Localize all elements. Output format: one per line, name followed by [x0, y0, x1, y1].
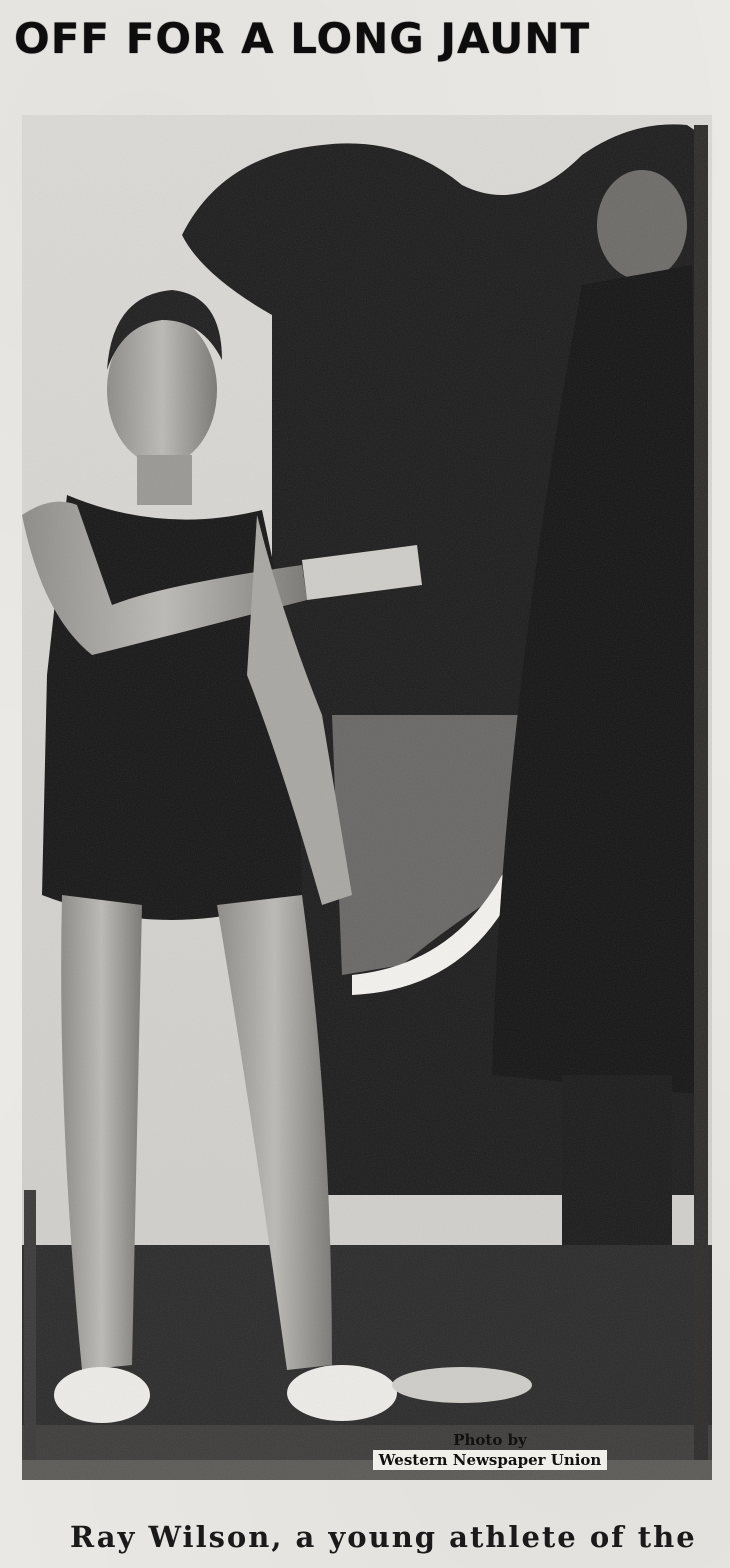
- photo-credit-line2: Western Newspaper Union: [373, 1450, 608, 1470]
- headline: OFF FOR A LONG JAUNT: [14, 14, 591, 63]
- news-photo: [22, 115, 712, 1480]
- photo-credit: [300, 1430, 680, 1470]
- photo-caption: Ray Wilson, a young athlete of the: [70, 1520, 697, 1554]
- photo-credit-line1: Photo by: [453, 1431, 527, 1449]
- photo-illustration: [22, 115, 712, 1480]
